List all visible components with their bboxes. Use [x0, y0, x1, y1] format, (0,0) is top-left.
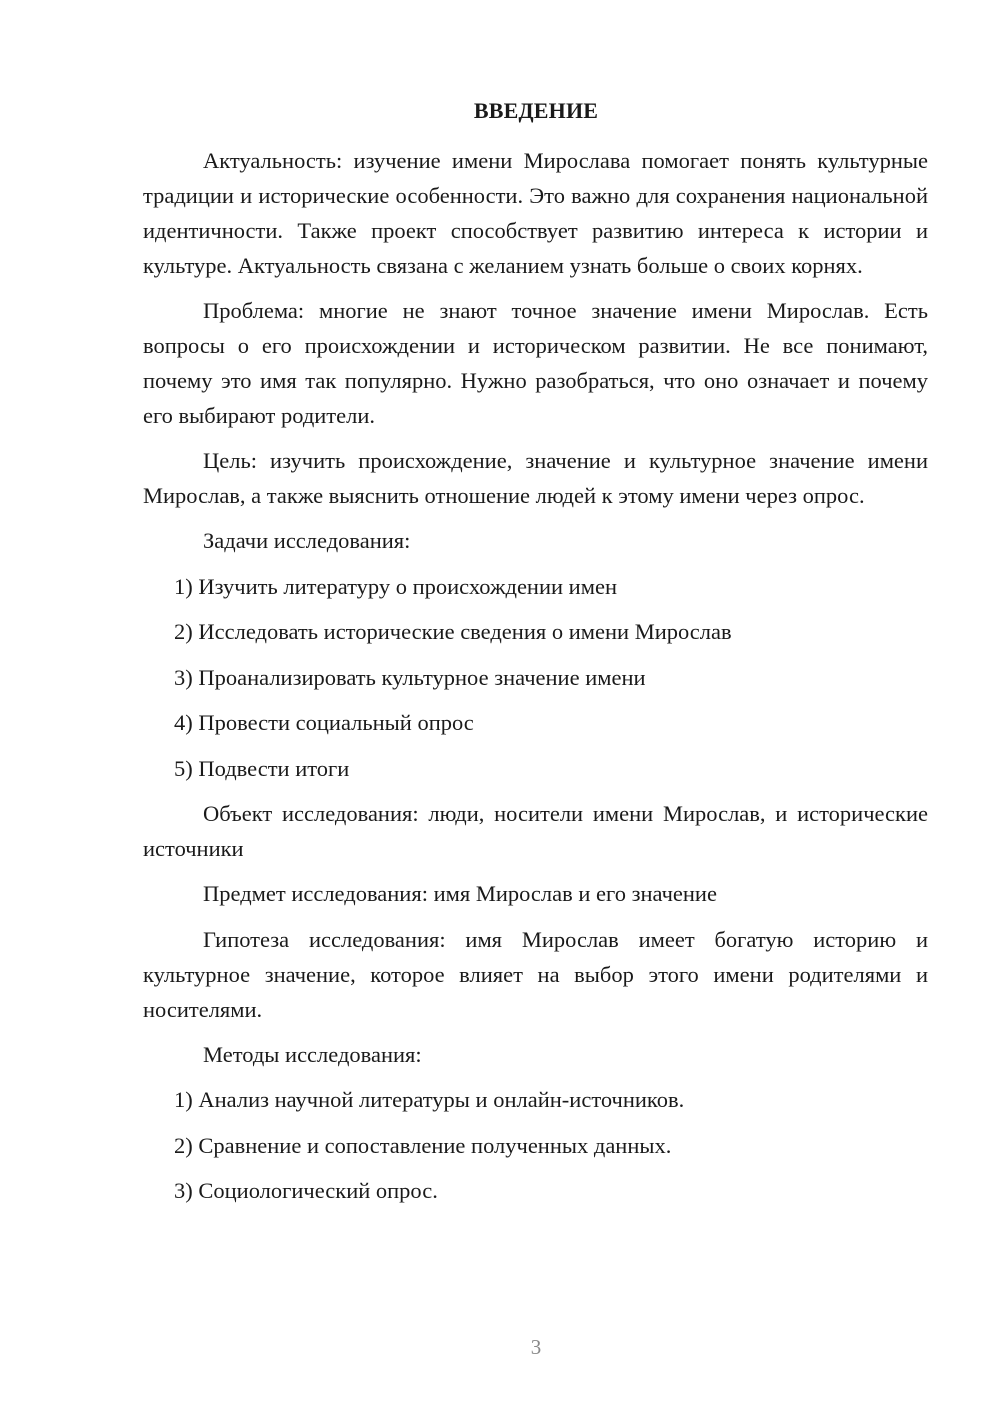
task-item: 2) Исследовать исторические сведения о имени Мирослав: [174, 619, 732, 644]
methods-heading: Методы исследования:: [203, 1041, 422, 1067]
relevance-paragraph: Актуальность: изучение имени Мирослава помогает понять культурные традиции и исторические особенности. Это важно для сохранения национальной идентичности. Также проект способствует развитию интереса к истории и культуре. Актуальность связана с желанием узнать больше о своих корнях.: [143, 148, 928, 278]
object-paragraph: Объект исследования: люди, носители имени Мирослав, и исторические источники: [143, 801, 928, 861]
task-item: 5) Подвести итоги: [174, 755, 350, 781]
goal-paragraph: Цель: изучить происхождение, значение и культурное значение имени Мирослав, а также выяснить отношение людей к этому имени через опрос.: [143, 448, 928, 508]
task-item: 4) Провести социальный опрос: [174, 710, 474, 735]
subject-paragraph: Предмет исследования: имя Мирослав и его значение: [203, 881, 717, 906]
tasks-heading: Задачи исследования:: [203, 528, 411, 553]
task-item: 3) Проанализировать культурное значение имени: [174, 664, 646, 690]
task-item: 1) Изучить литературу о происхождении имен: [174, 573, 617, 599]
method-item: 3) Социологический опрос.: [174, 1178, 438, 1203]
page-number: 3: [530, 1335, 542, 1359]
problem-paragraph: Проблема: многие не знают точное значение имени Мирослав. Есть вопросы о его происхождении и историческом развитии. Не все понимают, почему это имя так популярно. Нужно разобраться, что оно означает и почему его выбирают родители.: [143, 298, 928, 428]
method-item: 1) Анализ научной литературы и онлайн-источников.: [174, 1087, 685, 1112]
document-body: [143, 143, 928, 1219]
section-title: ВВЕДЕНИЕ: [473, 98, 599, 123]
hypothesis-paragraph: Гипотеза исследования: имя Мирослав имеет богатую историю и культурное значение, которое влияет на выбор этого имени родителями и носителями.: [143, 926, 928, 1022]
method-item: 2) Сравнение и сопоставление полученных данных.: [174, 1132, 672, 1158]
